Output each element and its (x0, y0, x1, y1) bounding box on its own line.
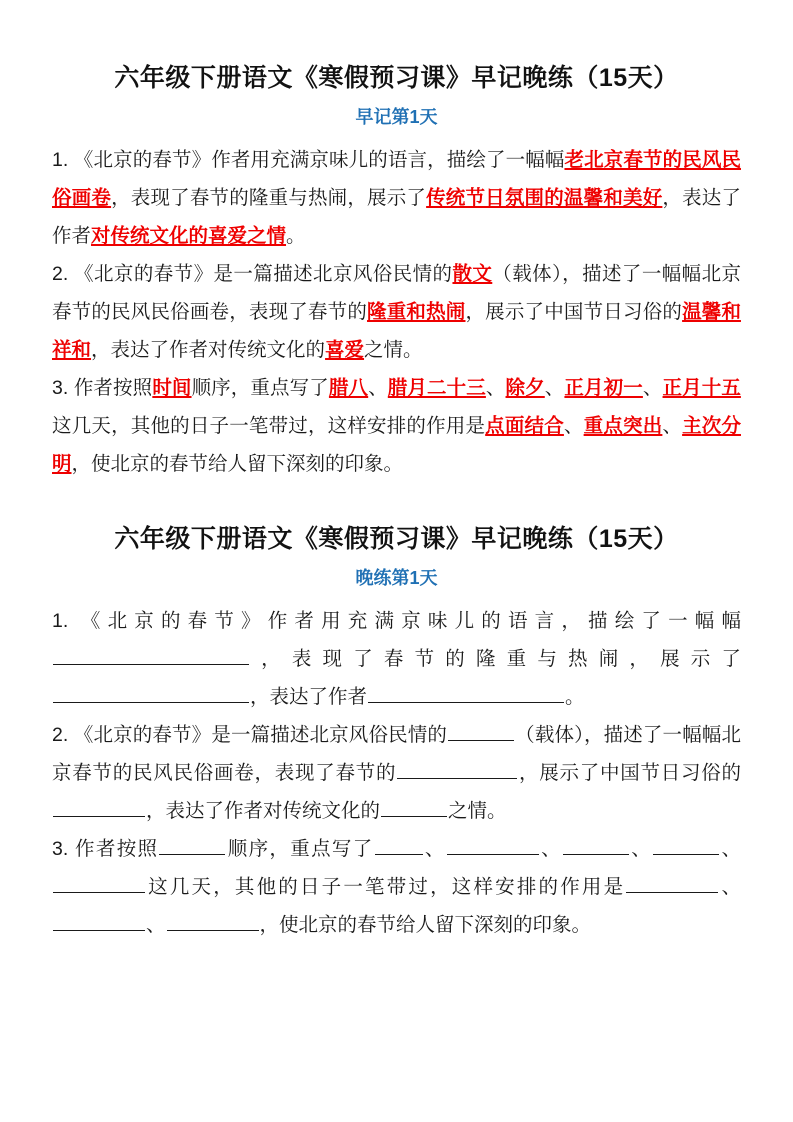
practice-item-1 (52, 602, 741, 716)
question-text: 、 (423, 838, 446, 861)
item-run-text: ，表达了作者 (52, 187, 741, 248)
item-run-text: 《北京的春节》作者用充满京味儿的语言，描绘了一幅幅 (73, 149, 565, 172)
item-number: 1. (52, 149, 69, 172)
question-text: 顺序，重点写了 (226, 838, 374, 861)
item-run-text: 、 (368, 377, 388, 400)
item-number: 3. (52, 838, 69, 861)
question-text: ，表现了春节的隆重与热闹，展示了 (250, 648, 741, 671)
answer-blank[interactable] (375, 836, 423, 855)
answer-phrase: 正月十五 (662, 377, 741, 400)
question-text: （载体），描述了一幅幅北京春节的民风民俗画卷，表现了春节的 (52, 724, 741, 785)
memorize-item-2 (52, 255, 741, 369)
page-title: 六年级下册语文《寒假预习课》早记晚练（15天） (114, 64, 679, 92)
answer-phrase: 老北京春节的民风民俗画卷 (52, 149, 741, 210)
question-text: 。 (565, 686, 585, 709)
memorize-item-list (52, 141, 741, 483)
item-run-text: 、 (642, 377, 663, 400)
question-text: 之情。 (448, 800, 507, 823)
answer-phrase: 温馨和祥和 (52, 301, 741, 362)
item-run-text: （载体），描述了一幅幅北京春节的民风民俗画卷，表现了春节的 (52, 263, 741, 324)
answer-phrase: 对传统文化的喜爱之情 (91, 225, 287, 248)
section-practice (52, 517, 741, 944)
item-run-text: 、 (485, 377, 506, 400)
answer-phrase: 散文 (452, 263, 493, 286)
answer-blank[interactable] (159, 836, 225, 855)
answer-phrase: 时间 (152, 377, 192, 400)
answer-blank[interactable] (53, 646, 249, 665)
answer-phrase: 重点突出 (583, 415, 663, 438)
answer-phrase: 隆重和热闹 (367, 301, 466, 324)
practice-item-2 (52, 716, 741, 830)
item-run-text: 、 (544, 377, 565, 400)
question-text: 、 (719, 876, 741, 899)
answer-phrase: 主次分明 (52, 415, 741, 476)
answer-blank[interactable] (448, 722, 514, 741)
question-text: ，使北京的春节给人留下深刻的印象。 (259, 914, 592, 937)
question-text: 这几天，其他的日子一笔带过，这样安排的作用是 (146, 876, 626, 899)
question-text: 《北京的春节》作者用充满京味儿的语言，描绘了一幅幅 (80, 610, 741, 633)
answer-blank[interactable] (53, 798, 145, 817)
section-subtitle-morning: 早记第1天 (355, 106, 438, 127)
answer-blank[interactable] (381, 798, 447, 817)
item-number: 1. (52, 610, 69, 633)
item-run-text: 《北京的春节》是一篇描述北京风俗民情的 (74, 263, 453, 286)
answer-phrase: 腊八 (328, 377, 369, 400)
item-run-text: 作者按照 (73, 377, 153, 400)
answer-blank[interactable] (53, 874, 145, 893)
item-run-text: 这几天，其他的日子一笔带过，这样安排的作用是 (52, 415, 486, 438)
answer-blank[interactable] (563, 836, 629, 855)
answer-blank[interactable] (53, 684, 249, 703)
item-run-text: ，表现了春节的隆重与热闹，展示了 (111, 187, 427, 210)
question-text: 《北京的春节》是一篇描述北京风俗民情的 (73, 724, 448, 747)
memorize-item-1 (52, 141, 741, 255)
item-run-text: 、 (662, 415, 683, 438)
item-number: 3. (52, 377, 69, 400)
item-run-text: 。 (286, 225, 306, 248)
question-text: ，展示了中国节日习俗的 (518, 762, 741, 785)
item-run-text: 顺序，重点写了 (191, 377, 329, 400)
memorize-item-3 (52, 369, 741, 483)
item-space (68, 610, 81, 632)
question-text: 、 (720, 838, 741, 861)
answer-blank[interactable] (167, 912, 259, 931)
answer-blank[interactable] (653, 836, 719, 855)
question-text: 、 (629, 838, 653, 861)
answer-phrase: 点面结合 (485, 415, 564, 438)
answer-phrase: 喜爱 (325, 339, 365, 362)
answer-blank[interactable] (397, 760, 517, 779)
question-text: 、 (146, 914, 166, 937)
answer-phrase: 正月初一 (564, 377, 643, 400)
item-run-text: ，表达了作者对传统文化的 (91, 339, 326, 362)
question-text: ，表达了作者对传统文化的 (146, 800, 381, 823)
answer-phrase: 腊月二十三 (387, 377, 486, 400)
question-text: 作者按照 (75, 838, 159, 861)
practice-item-3 (52, 830, 741, 944)
item-number: 2. (52, 724, 69, 747)
item-run-text: ，使北京的春节给人留下深刻的印象。 (71, 453, 404, 476)
answer-blank[interactable] (447, 836, 539, 855)
practice-item-list (52, 602, 741, 944)
question-text: ，表达了作者 (250, 686, 368, 709)
question-text: 、 (539, 838, 562, 861)
answer-blank[interactable] (626, 874, 718, 893)
item-number: 2. (52, 263, 69, 286)
section-divider-space (52, 483, 741, 517)
answer-blank[interactable] (53, 912, 145, 931)
answer-phrase: 除夕 (505, 377, 545, 400)
answer-phrase: 传统节日氛围的温馨和美好 (426, 187, 663, 210)
section-subtitle-evening: 晚练第1天 (355, 567, 438, 588)
item-run-text: ，展示了中国节日习俗的 (465, 301, 683, 324)
answer-blank[interactable] (368, 684, 564, 703)
page-title-2: 六年级下册语文《寒假预习课》早记晚练（15天） (114, 525, 679, 554)
section-memorize (52, 56, 741, 483)
item-run-text: 、 (563, 415, 584, 438)
item-run-text: 之情。 (364, 339, 423, 362)
